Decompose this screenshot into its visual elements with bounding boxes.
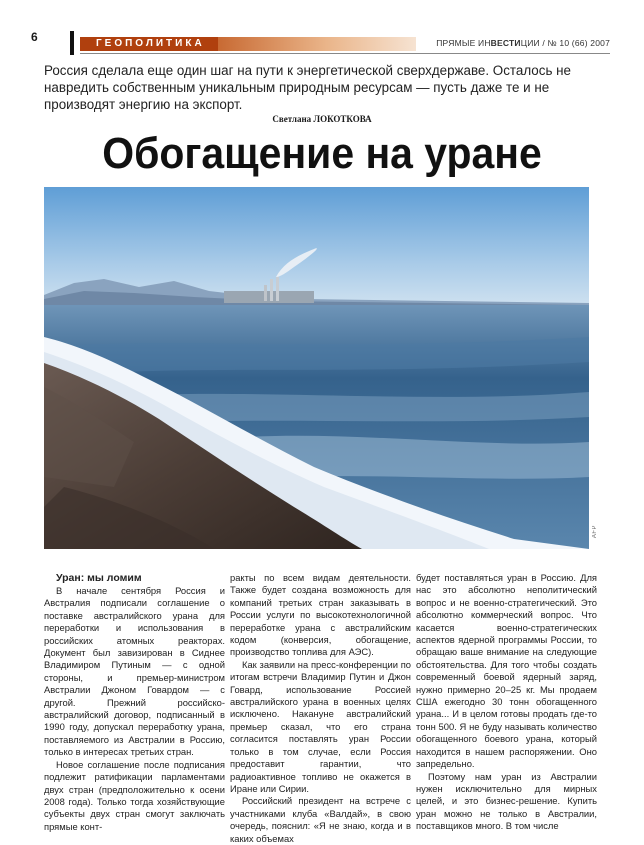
article-lead: Россия сделала еще один шаг на пути к энергетической сверхдержаве. Осталось не навредить собственным уникальным природным ресурсам — пусть даже те и не производят энергию на экспорт. bbox=[44, 63, 571, 112]
header-rule bbox=[80, 53, 610, 54]
article-title: Обогащение на уране bbox=[102, 129, 542, 178]
publication-info: ПРЯМЫЕ ИНВЕСТИЦИИ / № 10 (66) 2007 bbox=[436, 38, 610, 48]
paragraph: Новое соглашение после подписания подлежит ратификации парламентами двух стран (предположительно к осени 2008 года). Только тогда хозяйствующие субъекты двух стран смогут заключать прямые конт- bbox=[44, 758, 225, 832]
paragraph: Как заявили на пресс-конференции по итогам встречи Владимир Путин и Джон Говард, использование Россией австралийского урана в военных целях исключено. Накануне австралийский премьер сказал, что его страна согласится поставлять уран России только в том случае, если Россия предоставит гарантии, что радиоактивное топливо не окажется в Иране или Сирии. bbox=[230, 658, 411, 794]
article-subhead: Уран: мы ломим bbox=[56, 572, 142, 584]
header-divider-bar bbox=[70, 31, 74, 55]
paragraph: Поэтому нам уран из Австралии нужен исключительно для мирных целей, и это бизнес-решение. Купить уран можно не только в Австралии, поставщиков много. В том числе bbox=[416, 770, 597, 832]
article-byline: Светлана ЛОКОТКОВА bbox=[272, 114, 372, 124]
paragraph: Российский президент на встрече с участниками клуба «Валдай», в свою очередь, пояснил: «Я не знаю, когда и в каких объемах bbox=[230, 795, 411, 844]
paragraph: ракты по всем видам деятельности. Также будет создана возможность для компаний третьих стран заказывать в России услуги по высокотехнологичной переработке урана с австралийским кодом (конверсия, обогащение, производство топлива для АЭС). bbox=[230, 572, 411, 658]
article-column-1 bbox=[44, 572, 225, 833]
article-column-2 bbox=[230, 572, 411, 845]
article-photo bbox=[44, 187, 589, 549]
page-number: 6 bbox=[31, 30, 38, 44]
paragraph: В начале сентября Россия и Австралия подписали соглашение о поставке австралийского урана для переработки и использования в российских атомных реакторах. Документ был завизирован в Сиднее Владимиром Путиным — с одной стороны, и премьер-министром Австралии Джоном Говардом — с другой. Прежний российско-австралийский договор, подписанный в 1990 году, допускал переработку урана, поставляемого из Австралии в Россию, только в интересах третьих стран. bbox=[44, 585, 225, 758]
article-column-3 bbox=[416, 572, 597, 833]
photo-credit: AFP bbox=[592, 525, 598, 539]
rubric-label: ГЕОПОЛИТИКА bbox=[96, 38, 205, 49]
paragraph: будет поставляться уран в Россию. Для нас это абсолютно неполитический вопрос и не военно-стратегический. Это абсолютно коммерческий вопрос. Что касается военно-стратегических аспектов ядерной программы России, то обращаю ваше внимание на следующие обстоятельства. Для того чтобы создать современный боевой ядерный заряд, нужно примерно 20–25 кг. Мы продаем США ежегодно 30 тонн обогащенного урана... И в целом готовы продать где-то тонн 500. Я не буду называть количество обогащенного боевого урана, который находится в нашем распоряжении. Оно запредельно. bbox=[416, 572, 597, 770]
